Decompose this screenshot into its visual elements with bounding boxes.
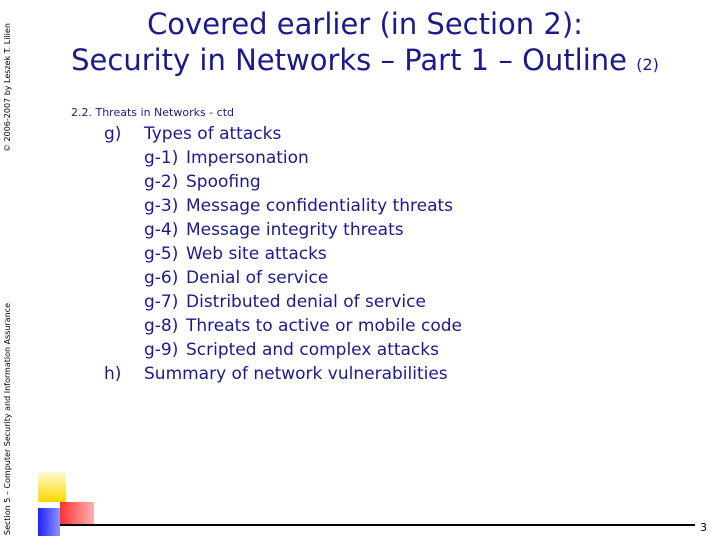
outline-subitem-text: Scripted and complex attacks: [186, 340, 440, 360]
outline-subitem-text: Spoofing: [186, 172, 261, 192]
title-line-2: [40, 42, 690, 83]
outline-subitem: [144, 268, 328, 288]
outline-subitem-label: g-4): [144, 220, 179, 240]
outline-subitem-label: g-5): [144, 244, 179, 264]
outline-subitem-label: g-6): [144, 268, 179, 288]
title-line-2-main: Security in Networks – Part 1 – Outline: [71, 43, 627, 77]
outline-subitem-label: g-2): [144, 172, 179, 192]
outline-subitem-label: g-9): [144, 340, 179, 360]
outline-subitem-label: g-7): [144, 292, 179, 312]
title-line-1: Covered earlier (in Section 2):: [147, 7, 583, 41]
outline-subitem-text: Distributed denial of service: [186, 292, 426, 312]
outline-item-text: Types of attacks: [144, 124, 282, 144]
title-suffix: (2): [636, 55, 659, 74]
course-vertical-text: Section 5 – Computer Security and Information Assurance: [3, 302, 12, 535]
outline-subitem-text: Threats to active or mobile code: [186, 316, 462, 336]
outline-subitem: [144, 172, 261, 192]
outline-subitem: [144, 316, 462, 336]
outline-subitem-label: g-1): [144, 148, 179, 168]
outline-subitem-text: Denial of service: [186, 268, 329, 288]
outline-item-label: g): [104, 124, 122, 144]
decor-yellow-square: [38, 472, 66, 502]
footer-divider: [60, 524, 695, 526]
decor-blue-square: [38, 508, 60, 536]
outline-subitem-label: g-3): [144, 196, 179, 216]
outline-subitem: [144, 244, 327, 264]
outline-subitem-text: Impersonation: [186, 148, 309, 168]
decor-red-square: [60, 502, 94, 524]
outline-subitem: [144, 220, 404, 240]
outline-item-text: Summary of network vulnerabilities: [144, 364, 448, 384]
outline-subitem: [144, 340, 439, 360]
outline-subitem-text: Message confidentiality threats: [186, 196, 454, 216]
outline-item-label: h): [104, 364, 122, 384]
outline-subitem-text: Message integrity threats: [186, 220, 404, 240]
page-number: 3: [700, 521, 707, 534]
outline-subitem-label: g-8): [144, 316, 179, 336]
copyright-vertical-text: © 2006-2007 by Leszek T. Lilien: [3, 23, 12, 152]
outline-subitem: [144, 196, 453, 216]
outline-subitem: [144, 148, 309, 168]
slide-title: [40, 6, 690, 83]
outline-subitem-text: Web site attacks: [186, 244, 327, 264]
outline-subitem: [144, 292, 426, 312]
section-subtitle: 2.2. Threats in Networks - ctd: [71, 106, 234, 119]
